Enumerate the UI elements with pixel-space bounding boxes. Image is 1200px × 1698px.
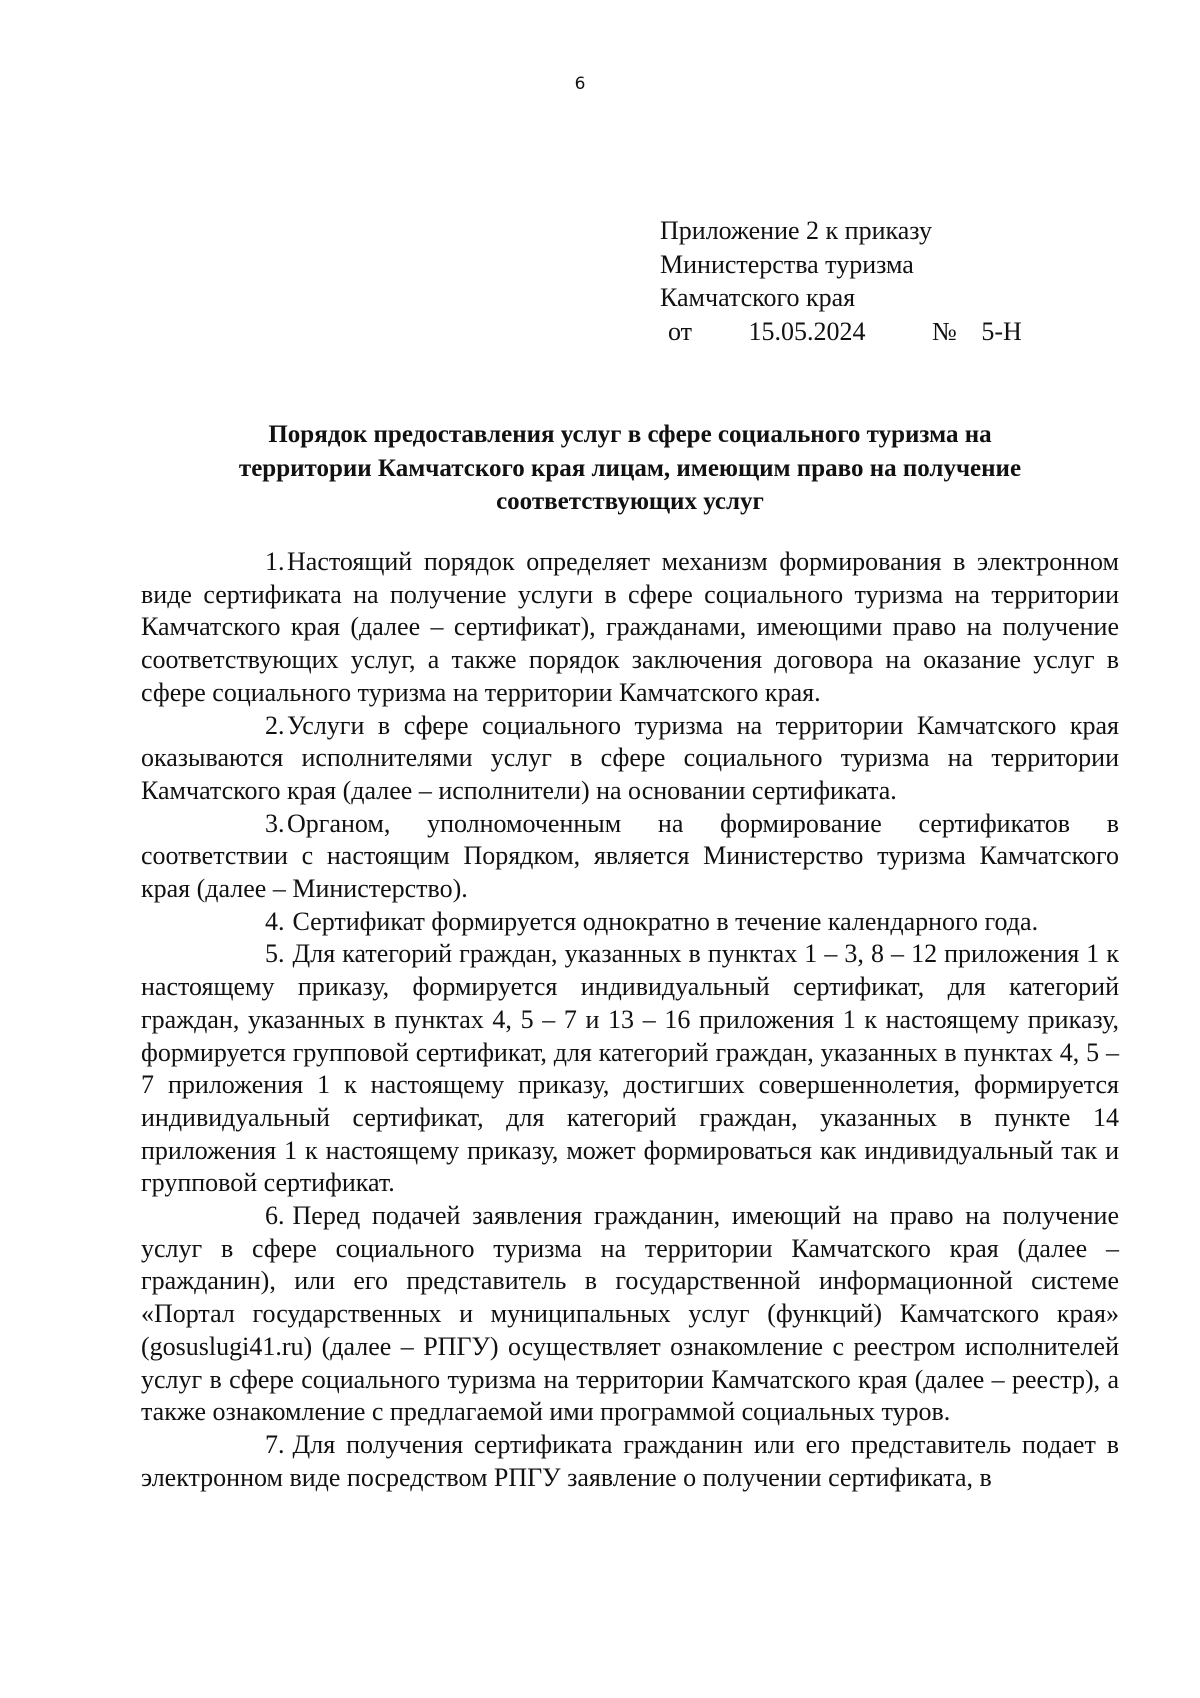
annex-date-line xyxy=(660,315,1022,349)
paragraph-text: Органом, уполномоченным на формирование сертификатов в соответствии с настоящим Порядком, является Министерство туризма Камчатского края (далее – Министерство). xyxy=(141,808,1119,904)
annex-line-2: Министерства туризма xyxy=(660,249,914,279)
paragraph-text: Услуги в сфере социального туризма на территории Камчатского края оказываются исполнителями услуг в сфере социального туризма на территории Камчатского края (далее – исполнители) на основании сертификата. xyxy=(141,710,1119,805)
paragraph-4 xyxy=(141,906,1119,939)
paragraph-number: 5. xyxy=(265,939,285,969)
date-prefix: от xyxy=(668,316,693,346)
paragraph-1 xyxy=(141,546,1119,710)
document-body xyxy=(141,546,1119,1494)
paragraph-6 xyxy=(141,1200,1119,1429)
title-line-2: территории Камчатского края лицам, имеющим право на получение xyxy=(238,454,1022,482)
paragraph-text: Для получения сертификата гражданин или его представитель подает в электронном виде посредством РПГУ заявление о получении сертификата, в xyxy=(141,1429,1119,1492)
paragraph-text: Настоящий порядок определяет механизм формирования в электронном виде сертификата на получение услуги в сфере социального туризма на территории Камчатского края (далее – сертификат), гражданами, имеющими право на получение соответствующих услуг, а также порядок заключения договора на оказание услуг в сфере социального туризма на территории Камчатского края. xyxy=(141,547,1119,707)
paragraph-number: 7. xyxy=(265,1429,285,1459)
paragraph-7 xyxy=(141,1429,1119,1494)
paragraph-5 xyxy=(141,938,1119,1200)
annex-line-3: Камчатского края xyxy=(660,283,856,312)
page-number: 6 xyxy=(574,74,586,94)
paragraph-number: 3. xyxy=(265,808,285,838)
paragraph-3 xyxy=(141,808,1119,906)
annex-header xyxy=(660,214,1022,348)
paragraph-number: 4. xyxy=(265,906,285,936)
number-sign: № xyxy=(932,316,957,346)
order-number: 5-Н xyxy=(981,316,1022,346)
title-line-1: Порядок предоставления услуг в сфере социального туризма на xyxy=(268,421,992,448)
paragraph-number: 1. xyxy=(265,547,285,576)
document-title xyxy=(140,418,1120,519)
order-date: 15.05.2024 xyxy=(748,316,866,346)
paragraph-text: Для категорий граждан, указанных в пунктах 1 – 3, 8 – 12 приложения 1 к настоящему приказу, формируется индивидуальный сертификат, для категорий граждан, указанных в пунктах 4, 5 – 7 и 13 – 16 приложения 1 к настоящему приказу, формируется групповой сертификат, для категорий граждан, указанных в пунктах 4, 5 – 7 приложения 1 к настоящему приказу, достигших совершеннолетия, формируется индивидуальный сертификат, для категорий граждан, указанных в пункте 14 приложения 1 к настоящему приказу, может формироваться как индивидуальный так и групповой сертификат. xyxy=(141,939,1119,1198)
annex-line-1: Приложение 2 к приказу xyxy=(660,216,933,245)
paragraph-number: 6. xyxy=(265,1201,285,1231)
paragraph-text: Перед подачей заявления гражданин, имеющий на право на получение услуг в сфере социального туризма на территории Камчатского края (далее – гражданин), или его представитель в государственной информационной системе «Портал государственных и муниципальных услуг (функций) Камчатского края» (gosuslugi41.ru) (далее – РПГУ) осуществляет ознакомление с реестром исполнителей услуг в сфере социального туризма на территории Камчатского края (далее – реестр), а также ознакомление с предлагаемой ими программой социальных туров. xyxy=(141,1201,1119,1427)
paragraph-text: Сертификат формируется однократно в течение календарного года. xyxy=(292,906,1039,936)
paragraph-number: 2. xyxy=(265,710,285,740)
paragraph-2 xyxy=(141,710,1119,808)
title-line-3: соответствующих услуг xyxy=(496,488,764,515)
